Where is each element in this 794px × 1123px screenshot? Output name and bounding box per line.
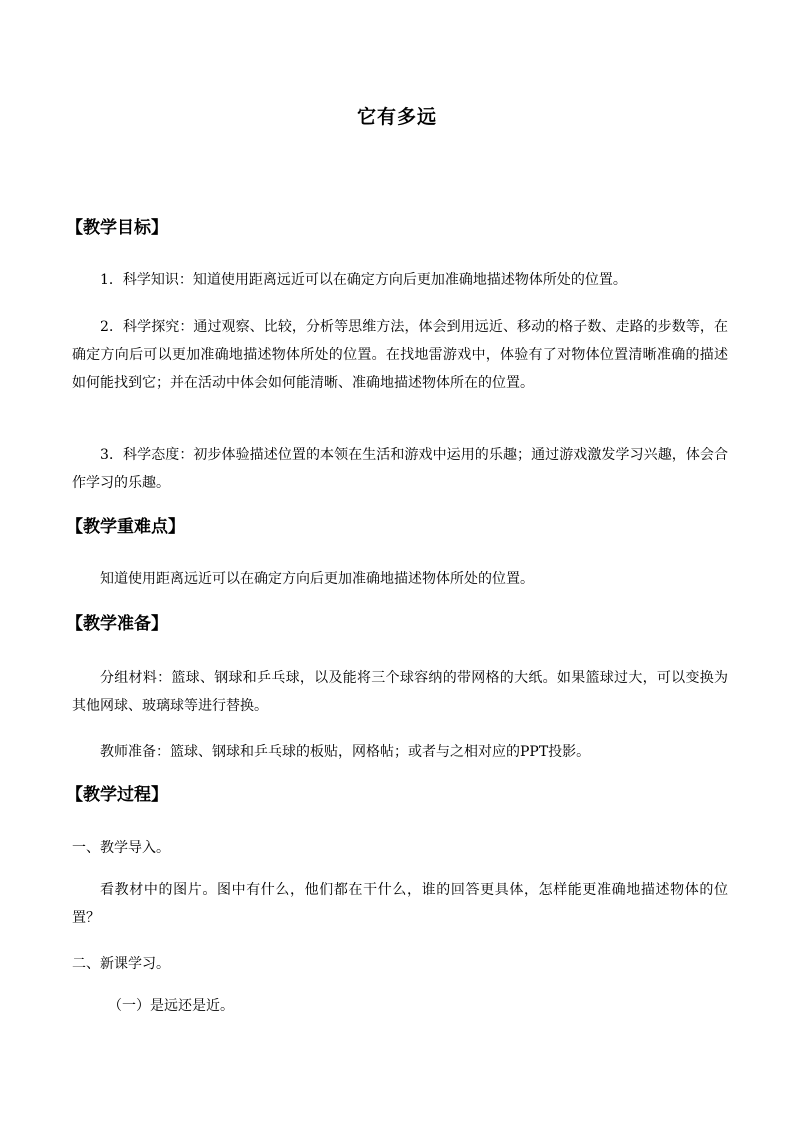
process-step-2-subsection-1: （一）是远还是近。 — [108, 998, 234, 1014]
preparation-heading: 【教学准备】 — [66, 614, 168, 634]
objective-paragraph-3: 3．科学态度：初步体验描述位置的本领在生活和游戏中运用的乐趣；通过游戏激发学习兴趣，体会合作学习的乐趣。 — [72, 447, 728, 491]
objectives-heading: 【教学目标】 — [66, 218, 168, 238]
key-points-paragraph: 知道使用距离远近可以在确定方向后更加准确地描述物体所处的位置。 — [100, 571, 534, 587]
preparation-paragraph-1: 分组材料：篮球、钢球和乒乓球，以及能将三个球容纳的带网格的大纸。如果篮球过大，可以变换为其他网球、玻璃球等进行替换。 — [72, 670, 728, 714]
objective-paragraph-2: 2．科学探究：通过观察、比较，分析等思维方法，体会到用远近、移动的格子数、走路的步数等，在确定方向后可以更加准确地描述物体所处的位置。在找地雷游戏中，体验有了对物体位置清晰准确的描述如何能找到它；并在活动中体会如何能清晰、准确地描述物体所在的位置。 — [72, 319, 728, 391]
process-step-1-text: 看教材中的图片。图中有什么，他们都在干什么，谁的回答更具体，怎样能更准确地描述物体的位置？ — [72, 882, 728, 926]
preparation-paragraph-2: 教师准备：篮球、钢球和乒乓球的板贴，网格帖；或者与之相对应的PPT投影。 — [100, 744, 591, 760]
process-step-2-title: 二、新课学习。 — [72, 956, 170, 972]
process-heading: 【教学过程】 — [66, 785, 168, 805]
key-points-heading: 【教学重难点】 — [66, 517, 185, 537]
process-step-1-title: 一、教学导入。 — [72, 840, 170, 856]
objective-paragraph-1: 1．科学知识：知道使用距离远近可以在确定方向后更加准确地描述物体所处的位置。 — [100, 272, 627, 288]
document-title: 它有多远 — [356, 106, 437, 128]
